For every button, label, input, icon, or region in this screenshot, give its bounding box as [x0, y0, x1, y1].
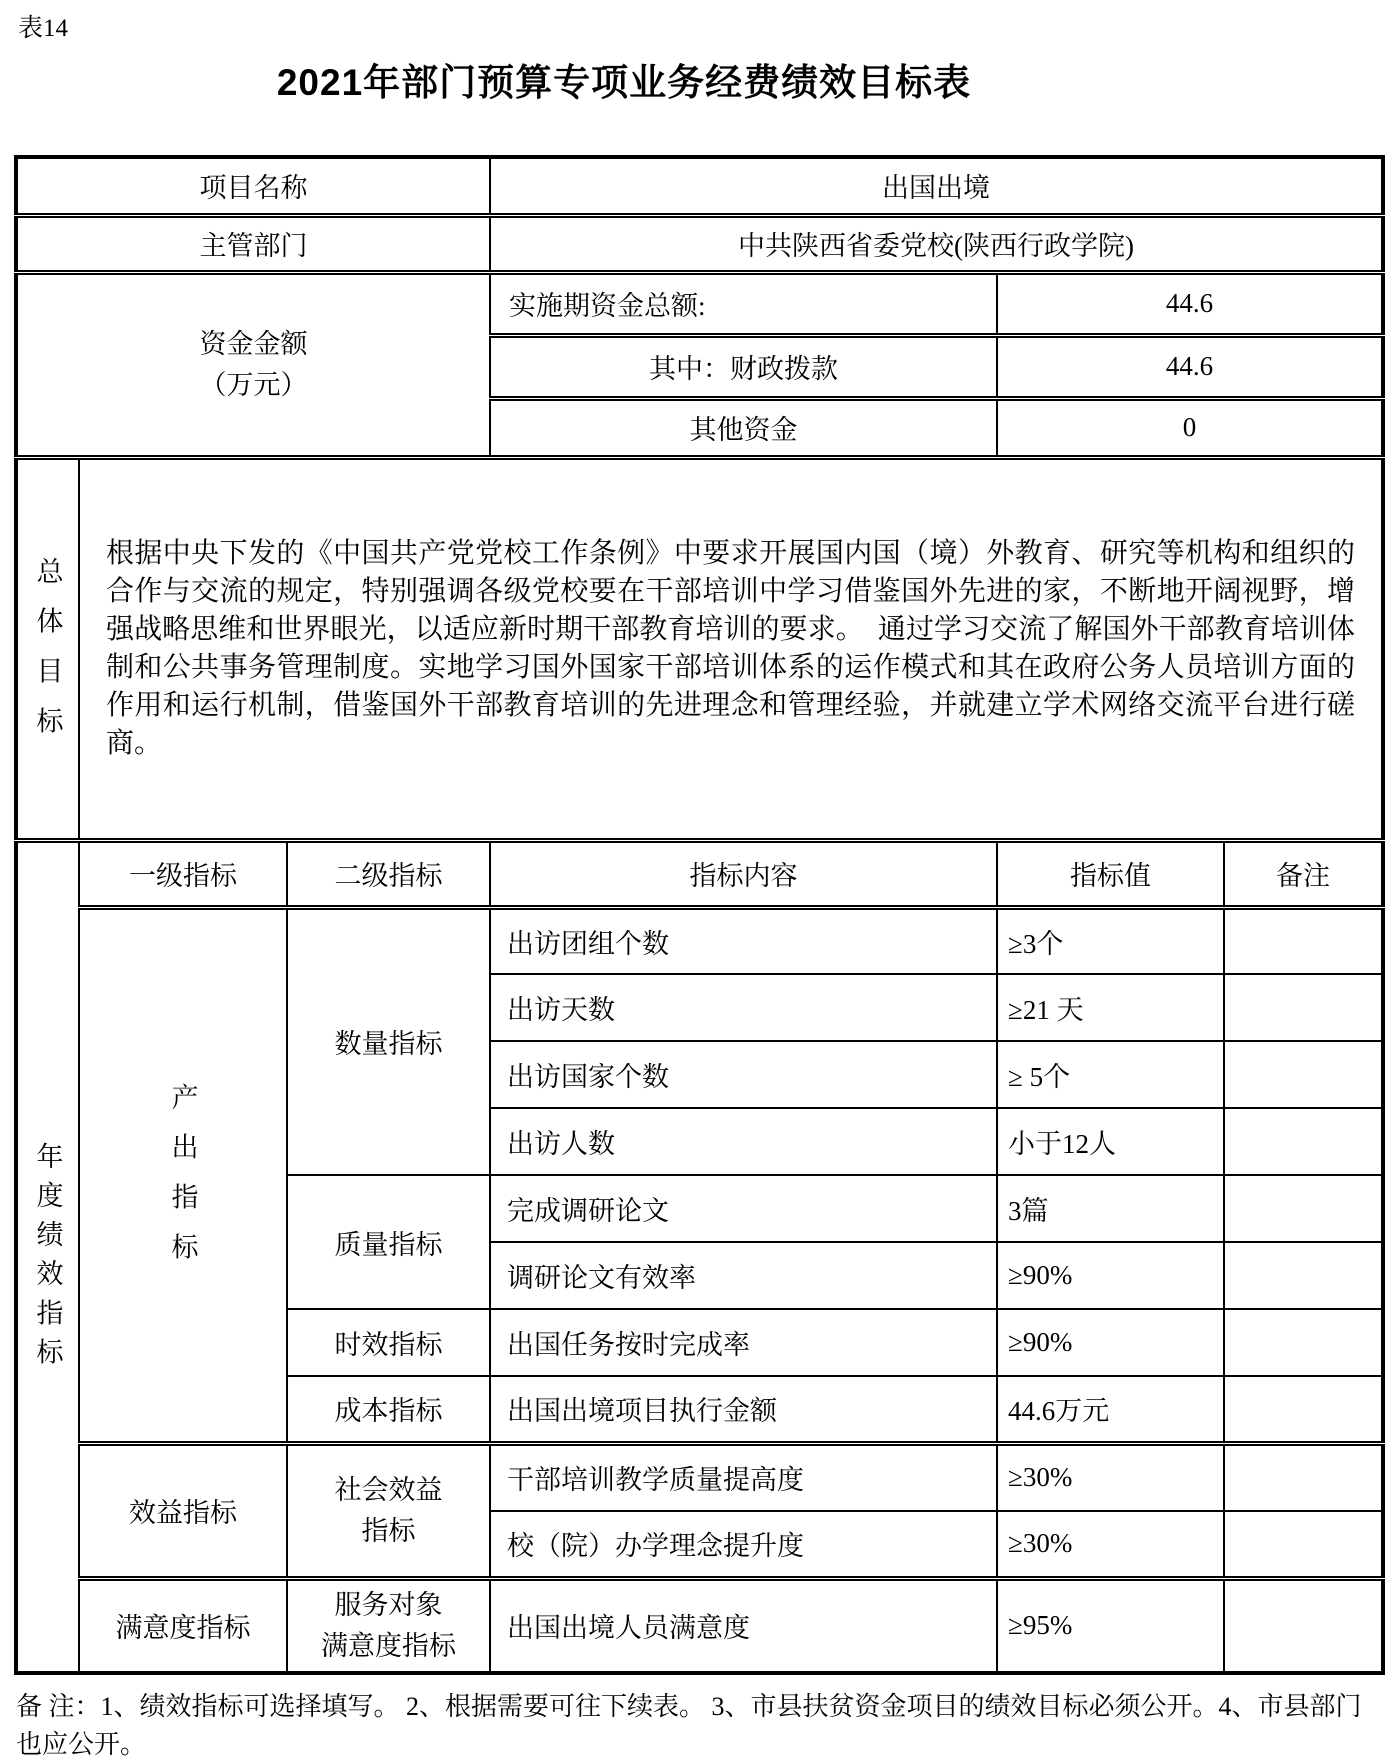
level1-output-label-cell [79, 907, 287, 1443]
header-remark: 备注 [1224, 840, 1383, 907]
remark-cell [1224, 1578, 1383, 1673]
remark-cell [1224, 907, 1383, 974]
header-value: 指标值 [997, 840, 1224, 907]
indicator-content: 校（院）办学理念提升度 [490, 1511, 997, 1578]
remark-cell [1224, 1511, 1383, 1578]
remark-cell [1224, 1242, 1383, 1309]
funding-amount-label: 资金金额 （万元） [16, 272, 490, 457]
funding-other-label: 其他资金 [490, 398, 997, 457]
remark-cell [1224, 1108, 1383, 1175]
indicator-content: 干部培训教学质量提高度 [490, 1443, 997, 1511]
header-level1: 一级指标 [79, 840, 287, 907]
level2-social-benefit-label: 社会效益 指标 [287, 1443, 490, 1578]
indicator-content: 完成调研论文 [490, 1175, 997, 1242]
indicator-value: 3篇 [997, 1175, 1224, 1242]
page-title: 2021年部门预算专项业务经费绩效目标表 [276, 62, 972, 103]
indicator-value: ≥3个 [997, 907, 1224, 974]
remark-cell [1224, 1175, 1383, 1242]
indicator-content: 出访天数 [490, 974, 997, 1041]
annual-indicators-label-cell [16, 840, 79, 1673]
level2-timeliness-label: 时效指标 [287, 1309, 490, 1376]
indicator-value: ≥30% [997, 1511, 1224, 1578]
indicator-value: ≥90% [997, 1242, 1224, 1309]
funding-fiscal-label: 其中：财政拨款 [490, 335, 997, 398]
project-name-value: 出国出境 [490, 157, 1383, 215]
annual-indicators-label: 年度绩效指标 [32, 1141, 63, 1377]
indicator-value: ≥95% [997, 1578, 1224, 1673]
level1-output-label: 产出指标 [167, 1083, 198, 1283]
indicator-value: ≥21 天 [997, 974, 1224, 1041]
level1-benefit-label: 效益指标 [79, 1443, 287, 1578]
remark-cell [1224, 1443, 1383, 1511]
footnote: 备 注：1、绩效指标可选择填写。 2、根据需要可往下续表。 3、市县扶贫资金项目的绩效目标必须公开。4、市县部门也应公开。 [16, 1692, 1362, 1759]
indicator-content: 出访国家个数 [490, 1041, 997, 1108]
remark-cell [1224, 1041, 1383, 1108]
indicator-content: 出国任务按时完成率 [490, 1309, 997, 1376]
header-level2: 二级指标 [287, 840, 490, 907]
indicator-content: 出访人数 [490, 1108, 997, 1175]
remark-cell [1224, 1376, 1383, 1443]
indicator-content: 出国出境项目执行金额 [490, 1376, 997, 1443]
indicator-content: 调研论文有效率 [490, 1242, 997, 1309]
header-content: 指标内容 [490, 840, 997, 907]
overall-goal-label-cell [16, 457, 79, 840]
indicator-value: ≥90% [997, 1309, 1224, 1376]
funding-fiscal-value: 44.6 [997, 335, 1383, 398]
funding-total-value: 44.6 [997, 272, 1383, 335]
indicator-value: ≥ 5个 [997, 1041, 1224, 1108]
indicator-value: 44.6万元 [997, 1376, 1224, 1443]
funding-total-label: 实施期资金总额: [490, 272, 997, 335]
indicator-content: 出访团组个数 [490, 907, 997, 974]
department-value: 中共陕西省委党校(陕西行政学院) [490, 215, 1383, 272]
project-name-label: 项目名称 [16, 157, 490, 215]
performance-target-table [14, 155, 1385, 1675]
overall-goal-text: 根据中央下发的《中国共产党党校工作条例》中要求开展国内国（境）外教育、研究等机构和组织的合作与交流的规定，特别强调各级党校要在干部培训中学习借鉴国外先进的家，不断地开阔视野，增强战略思维和世界眼光，以适应新时期干部教育培训的要求。 通过学习交流了解国外干部教育培训体制和公共事务管理制度。实地学习国外国家干部培训体系的运作模式和其在政府公务人员培训方面的作用和运行机制，借鉴国外干部教育培训的先进理念和管理经验，并就建立学术网络交流平台进行磋商。 [79, 457, 1383, 840]
indicator-value: ≥30% [997, 1443, 1224, 1511]
level2-service-satisfaction-label: 服务对象 满意度指标 [287, 1578, 490, 1673]
funding-other-value: 0 [997, 398, 1383, 457]
overall-goal-label: 总体目标 [32, 556, 63, 757]
indicator-value: 小于12人 [997, 1108, 1224, 1175]
level2-quantity-label: 数量指标 [287, 907, 490, 1175]
department-label: 主管部门 [16, 215, 490, 272]
level2-quality-label: 质量指标 [287, 1175, 490, 1309]
level2-cost-label: 成本指标 [287, 1376, 490, 1443]
remark-cell [1224, 974, 1383, 1041]
indicator-content: 出国出境人员满意度 [490, 1578, 997, 1673]
table-number-tag: 表14 [18, 15, 69, 42]
level1-satisfaction-label: 满意度指标 [79, 1578, 287, 1673]
remark-cell [1224, 1309, 1383, 1376]
